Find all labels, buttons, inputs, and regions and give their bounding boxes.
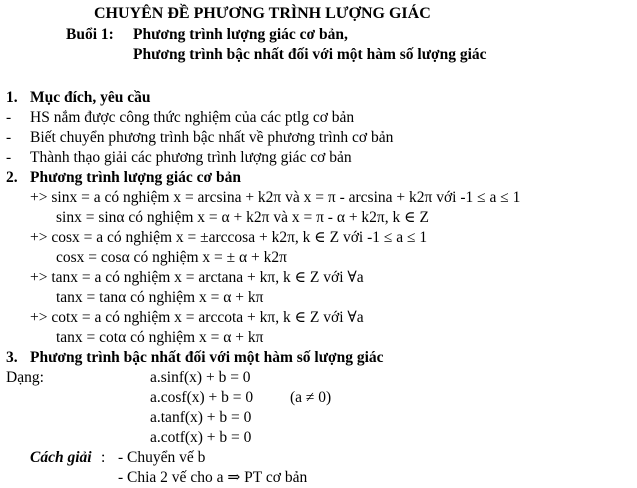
formula-line: sinx = sinα có nghiệm x = α + k2π và x = π - α + k2π, k ∈ Z (56, 209, 429, 226)
formula-line: +> cotx = a có nghiệm x = arccota + kπ, k ∈ Z với ∀a (30, 309, 364, 326)
session-label: Buổi 1: (66, 26, 114, 43)
section-2-number: 2. (6, 169, 18, 186)
section-1-heading: Mục đích, yêu cầu (30, 89, 151, 106)
formula-line: tanx = tanα có nghiệm x = α + kπ (56, 289, 264, 306)
form-equation: a.tanf(x) + b = 0 (150, 409, 252, 426)
section-3-number: 3. (6, 349, 18, 366)
section-2-heading: Phương trình lượng giác cơ bản (30, 169, 242, 186)
document-title: CHUYÊN ĐỀ PHƯƠNG TRÌNH LƯỢNG GIÁC (94, 5, 431, 22)
bullet-dash: - (6, 129, 12, 146)
formula-line: tanx = cotα có nghiệm x = α + kπ (56, 329, 264, 346)
form-label: Dạng: (6, 369, 44, 386)
formula-line: +> cosx = a có nghiệm x = ±arccosa + k2π, k ∈ Z với -1 ≤ a ≤ 1 (30, 229, 428, 246)
method-label: Cách giải (30, 449, 92, 466)
formula-line: +> sinx = a có nghiệm x = arcsina + k2π và x = π - arcsina + k2π với -1 ≤ a ≤ 1 (30, 189, 521, 206)
bullet-dash: - (6, 149, 12, 166)
section-1-item: HS nắm được công thức nghiệm của các ptlg cơ bản (30, 109, 355, 126)
section-3-heading: Phương trình bậc nhất đối với một hàm số lượng giác (30, 349, 384, 366)
section-1-number: 1. (6, 89, 18, 106)
section-1-item: Thành thạo giải các phương trình lượng giác cơ bản (30, 149, 352, 166)
session-subtitle-2: Phương trình bậc nhất đối với một hàm số lượng giác (133, 46, 487, 63)
formula-line: cosx = cosα có nghiệm x = ± α + k2π (56, 249, 287, 266)
section-1-item: Biết chuyển phương trình bậc nhất về phương trình cơ bản (30, 129, 394, 146)
form-equation: a.sinf(x) + b = 0 (150, 369, 251, 386)
form-equation: a.cotf(x) + b = 0 (150, 429, 252, 446)
form-equation: a.cosf(x) + b = 0 (150, 389, 254, 406)
method-colon: : (101, 449, 106, 466)
form-condition: (a ≠ 0) (290, 389, 332, 406)
bullet-dash: - (6, 109, 12, 126)
method-step: - Chia 2 vế cho a ⇒ PT cơ bản (118, 469, 308, 486)
formula-line: +> tanx = a có nghiệm x = arctana + kπ, k ∈ Z với ∀a (30, 269, 364, 286)
method-step: - Chuyển vế b (118, 449, 206, 466)
session-subtitle-1: Phương trình lượng giác cơ bản, (133, 26, 348, 43)
